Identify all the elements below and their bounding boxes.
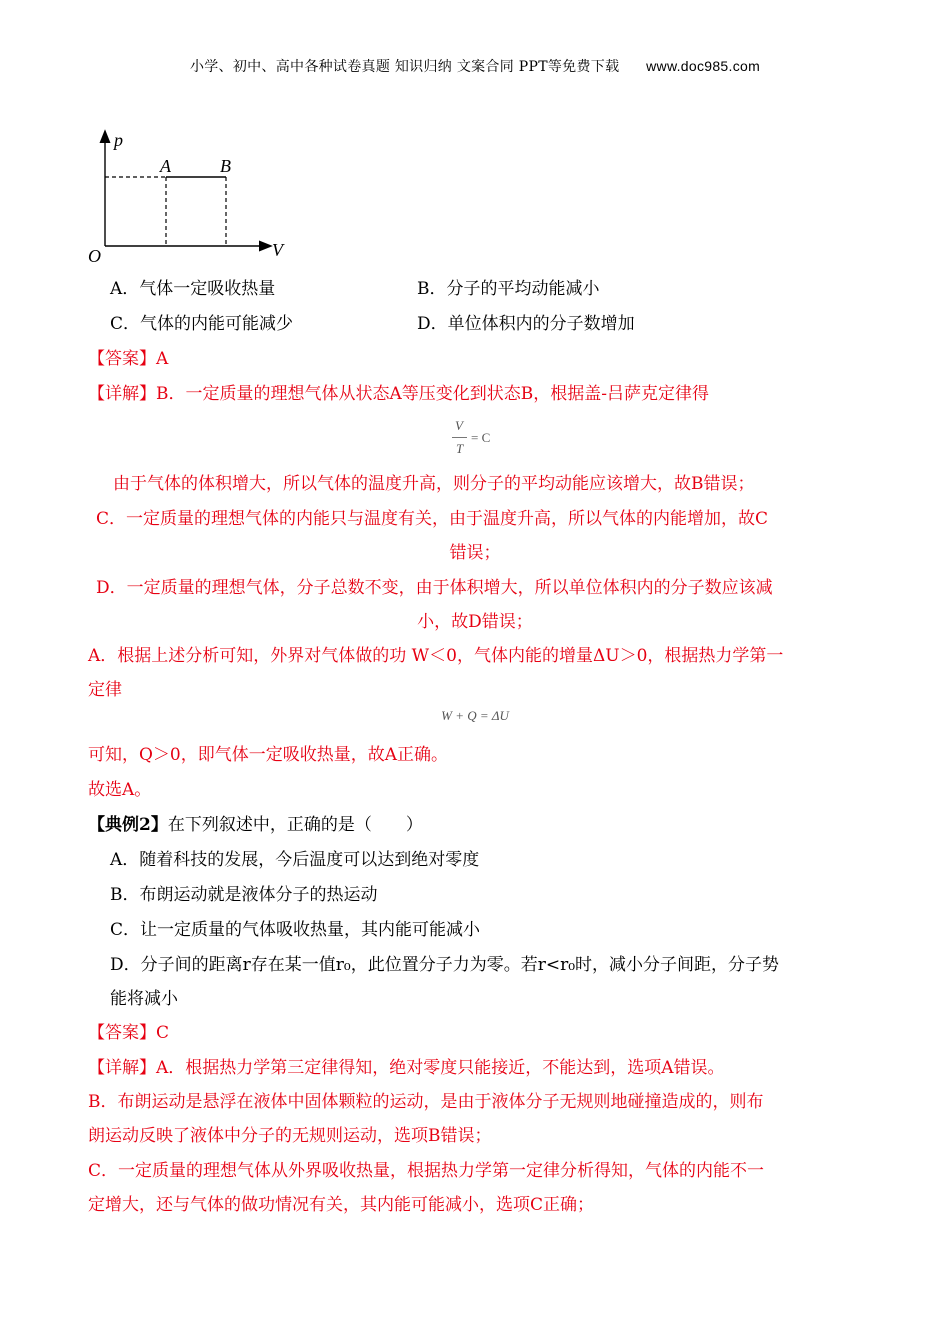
q2-detail-3: 朗运动反映了液体中分子的无规则运动，选项B错误； xyxy=(88,1126,492,1146)
header-site-text: 小学、初中、高中各种试卷真题 知识归纳 文案合同 PPT等免费下载 xyxy=(189,59,620,75)
q2-detail-4: C．一定质量的理想气体从外界吸收热量，根据热力学第一定律分析得知，气体的内能不一 xyxy=(88,1161,765,1181)
q1-detail-3: C．一定质量的理想气体的内能只与温度有关，由于温度升高，所以气体的内能增加，故C xyxy=(96,509,769,529)
q1-detail-6: 小，故D错误； xyxy=(417,612,533,632)
q2-detail-2: B．布朗运动是悬浮在液体中固体颗粒的运动，是由于液体分子无规则地碰撞造成的，则布 xyxy=(88,1092,764,1112)
v-label: V xyxy=(272,240,283,260)
p-label: p xyxy=(114,130,123,150)
q1-detail-4: 错误； xyxy=(449,543,501,563)
p-v-diagram xyxy=(84,124,294,274)
formula-numerator: V xyxy=(455,418,463,433)
q1-detail-8: 定律 xyxy=(88,680,122,700)
q2-title xyxy=(88,813,423,837)
q2-option-d-line-1: D．分子间的距离r存在某一值r₀，此位置分子力为零。若r<r₀时，减小分子间距，分子势 xyxy=(110,955,780,975)
q2-tag: 【典例2】 xyxy=(88,815,168,835)
q2-option-c: C．让一定质量的气体吸收热量，其内能可能减小 xyxy=(110,920,481,940)
q1-detail-9: 可知，Q＞0，即气体一定吸收热量，故A正确。 xyxy=(88,745,449,765)
formula-denominator: T xyxy=(456,441,464,456)
q2-option-b: B．布朗运动就是液体分子的热运动 xyxy=(110,885,378,905)
formula-rhs: = C xyxy=(471,430,491,445)
gay-lussac-formula xyxy=(450,418,510,464)
fraction-bar xyxy=(452,437,467,438)
q1-detail-5: D．一定质量的理想气体，分子总数不变，由于体积增大，所以单位体积内的分子数应该减 xyxy=(96,578,773,598)
header-url[interactable]: www.doc985.com xyxy=(646,58,761,74)
q1-detail-1: 【详解】B．一定质量的理想气体从状态A等压变化到状态B，根据盖-吕萨克定律得 xyxy=(88,384,710,404)
q1-option-c: C．气体的内能可能减少 xyxy=(110,314,294,334)
q1-option-d: D．单位体积内的分子数增加 xyxy=(417,314,635,334)
q2-option-a: A．随着科技的发展，今后温度可以达到绝对零度 xyxy=(110,850,480,870)
q1-detail-2: 由于气体的体积增大，所以气体的温度升高，则分子的平均动能应该增大，故B错误； xyxy=(113,474,755,494)
q1-detail-7: A．根据上述分析可知，外界对气体做的功 W＜0，气体内能的增量ΔU＞0，根据热力学第一 xyxy=(88,646,784,666)
point-a-label: A xyxy=(160,156,171,176)
point-b-label: B xyxy=(220,156,231,176)
q1-answer: 【答案】A xyxy=(88,349,169,369)
q1-option-a: A．气体一定吸收热量 xyxy=(110,279,276,299)
q2-detail-1: 【详解】A．根据热力学第三定律得知，绝对零度只能接近，不能达到，选项A错误。 xyxy=(88,1058,725,1078)
q2-detail-5: 定增大，还与气体的做功情况有关，其内能可能减小，选项C正确； xyxy=(88,1195,595,1215)
origin-label: O xyxy=(88,246,101,266)
page-header xyxy=(0,56,950,76)
q2-option-d-line-2: 能将减小 xyxy=(110,989,178,1009)
q2-answer: 【答案】C xyxy=(88,1023,170,1043)
first-law-formula: W + Q = ΔU xyxy=(441,708,509,723)
q1-detail-10: 故选A。 xyxy=(88,780,152,800)
q2-title-text: 在下列叙述中，正确的是（ ） xyxy=(167,815,423,835)
q1-option-b: B．分子的平均动能减小 xyxy=(417,279,600,299)
